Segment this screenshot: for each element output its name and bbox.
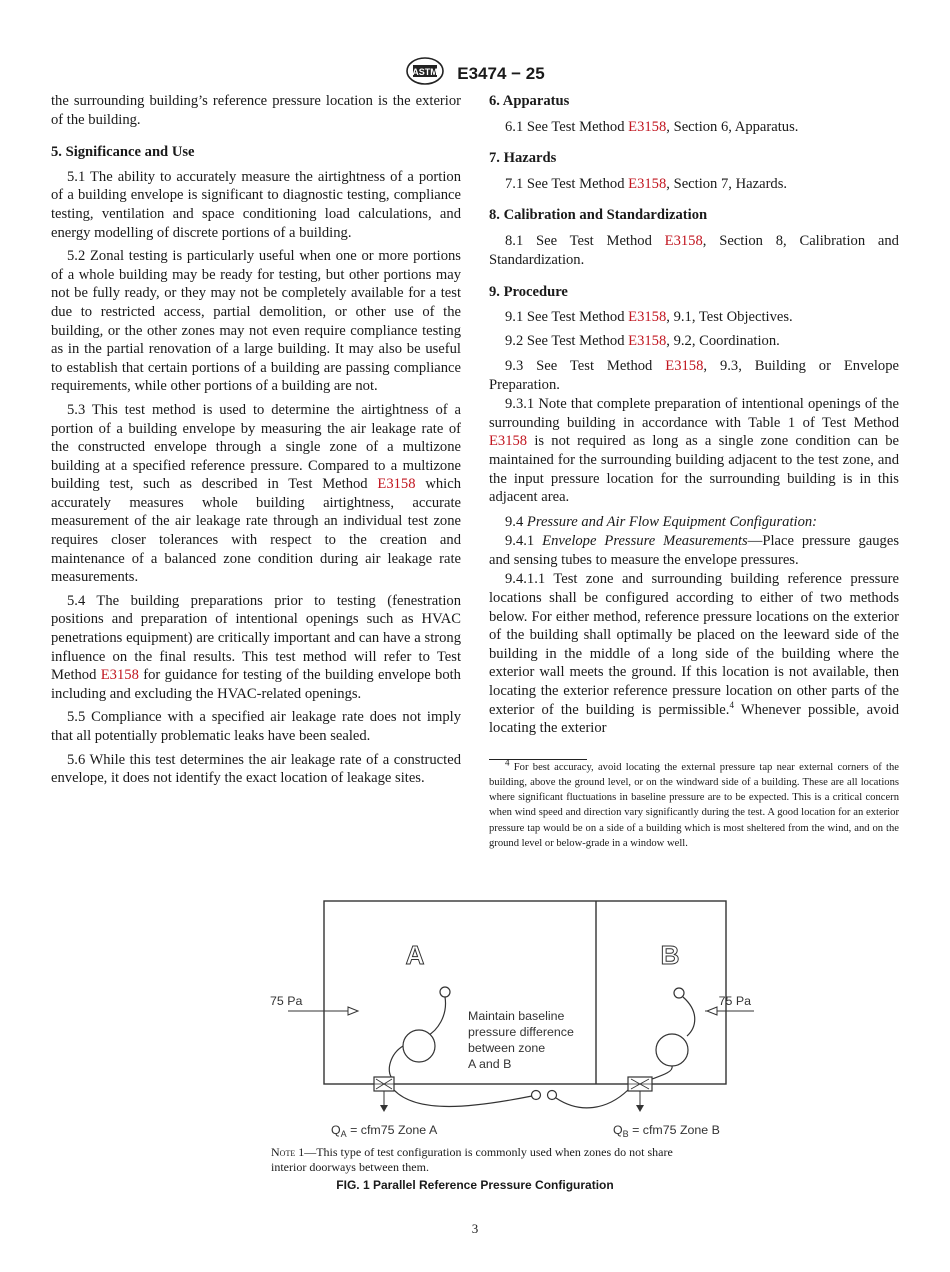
zone-b-tube <box>683 997 695 1036</box>
paragraph-9-4-1 <box>489 532 899 569</box>
paragraph-5-5: 5.5 Compliance with a specified air leakage rate does not imply that all potentially problematic leaks have been sealed. <box>51 709 461 744</box>
zone-a-gauge-tube <box>389 1046 403 1078</box>
left-column <box>51 92 461 788</box>
figure-note <box>271 1145 691 1175</box>
e3158-link[interactable]: E3158 <box>665 357 704 374</box>
p9-3-1-text-a: 9.3.1 Note that complete preparation of intentional openings of the surrounding building in accordance with Table 1 of Test Method <box>489 396 899 431</box>
section-9-heading: 9. Procedure <box>489 284 568 301</box>
paragraph-9-1 <box>489 308 899 327</box>
paragraph-9-2 <box>489 332 899 351</box>
footnote-ref[interactable]: 4 <box>729 699 734 710</box>
paragraph-9-4 <box>489 513 899 532</box>
p9-4-1-title: Envelope Pressure Measurements <box>542 533 748 550</box>
exterior-tube-b <box>556 1090 628 1108</box>
p9-3-text-b: , 9.3, Building or Envelope Preparation. <box>489 357 899 393</box>
zone-b-gauge <box>656 1034 688 1066</box>
note-text: —This type of test configuration is commonly used when zones do not share interior doorways between them. <box>271 1145 673 1174</box>
note-label: Note 1 <box>271 1145 305 1159</box>
p9-4-1-1-text-a: 9.4.1.1 Test zone and surrounding building reference pressure locations shall be configured according to either of two methods below. For either method, reference pressure locations on the exterior of the building shall optimally be placed on the leeward side of the building in the middle of a long side of the building where the exterior wall meets the ground. If this location is not available, then locating the exterior reference pressure location on other parts of the exterior of the building is permissible. <box>489 571 899 718</box>
footnote-4 <box>489 757 899 851</box>
exterior-tap-b <box>548 1091 557 1100</box>
zone-b-gauge-tube <box>652 1066 672 1079</box>
p9-1-text-a: 9.1 See Test Method <box>505 308 625 325</box>
p9-4-num: 9.4 <box>505 513 524 530</box>
page-header <box>0 56 950 91</box>
p9-4-1-num: 9.4.1 <box>505 533 535 550</box>
e3158-link[interactable]: E3158 <box>664 232 703 249</box>
zone-a-fan <box>374 1077 394 1112</box>
p8-1-text-a: 8.1 See Test Method <box>505 232 652 249</box>
paragraph-5-2: 5.2 Zonal testing is particularly useful when one or more portions of a whole building may be ready for testing, but other portions may not be fully ready, or they may not be completely available for a test due to restricted access, partial demolition, or other use of the building, or the other zones may not even require compliance testing as in the partial renovation of a large building. It may also be useful to establish that certain portions of a building are passing compliance requirements, while other portions of a building are not. <box>51 248 461 395</box>
paragraph-5-4 <box>51 592 461 704</box>
zone-a-tap <box>440 987 450 997</box>
paragraph-9-3-1 <box>489 395 899 507</box>
paragraph-9-3 <box>489 357 899 394</box>
zone-a-tube <box>427 997 446 1036</box>
zone-a-gauge <box>403 1030 435 1062</box>
p8-1-text-b: , Section 8, Calibration and Standardization. <box>489 232 899 268</box>
e3158-link[interactable]: E3158 <box>628 308 667 325</box>
zone-b-fan <box>628 1077 652 1112</box>
p9-3-1-text-b: is not required as long as a single zone condition can be maintained for the surrounding building adjacent to the test zone, and the input pressure location for the surrounding building is in this adjacent area. <box>489 433 899 506</box>
logo-text: ASTM <box>412 67 439 77</box>
p9-4-1-text: —Place pressure gauges and sensing tubes to measure the envelope pressures. <box>489 533 899 568</box>
maintain-line-4: A and B <box>468 1057 512 1071</box>
p9-2-text-a: 9.2 See Test Method <box>505 333 625 350</box>
e3158-link[interactable]: E3158 <box>100 667 139 684</box>
p7-1-text-a: 7.1 See Test Method <box>505 175 625 192</box>
arrow-head-right <box>707 1007 717 1015</box>
p9-1-text-b: , 9.1, Test Objectives. <box>666 308 793 325</box>
e3158-link[interactable]: E3158 <box>628 333 667 350</box>
standard-designation: E3474 − 25 <box>457 63 545 83</box>
zone-a-label: A <box>405 940 425 970</box>
paragraph-8-1 <box>489 232 899 269</box>
footnote-text: For best accuracy, avoid locating the external pressure tap near external corners of the building, above the ground level, or on the windward side of a building. These are all locations where significant fluctuations in baseline pressure are to be expected. This is a critical concern when wind speed and direction vary significantly during the test. A good location for an exterior pressure tap would be on a side of a building which is most sheltered from the wind, and on the ground level or below-grade in a window well. <box>489 761 899 849</box>
maintain-line-3: between zone <box>468 1041 546 1055</box>
paragraph-5-6: 5.6 While this test determines the air leakage rate of a constructed envelope, it does not identify the exact location of leakage sites. <box>51 751 461 787</box>
p9-2-text-b: , 9.2, Coordination. <box>666 333 780 350</box>
p9-3-text-a: 9.3 See Test Method <box>505 357 653 374</box>
p9-4-title: Pressure and Air Flow Equipment Configuration: <box>526 513 818 530</box>
paragraph-6-1 <box>489 118 899 137</box>
e3158-link[interactable]: E3158 <box>489 433 528 450</box>
paragraph-5-1: 5.1 The ability to accurately measure the airtightness of a portion of a building envelope is significant to diagnostic testing, compliance testing, ventilation and space conditioning load calculations, and energy modelling of discrete portions of a building. <box>51 168 461 241</box>
e3158-link[interactable]: E3158 <box>628 175 667 192</box>
paragraph-7-1 <box>489 175 899 194</box>
pressure-right-label: 75 Pa <box>718 994 751 1008</box>
p5-4-text-a: 5.4 The building preparations prior to testing (fenestration positions and preparation of intentional openings such as HVAC penetrations equipment) are critically important and can have a strong influence on the final results. This test method will refer to Test Method <box>51 592 461 684</box>
p5-4-text-b: for guidance for testing of the building envelope both including and excluding the HVAC-related openings. <box>51 667 461 702</box>
qb-label: $Q_B = cfm75$ Zone B <box>613 1123 720 1139</box>
e3158-link[interactable]: E3158 <box>377 476 416 493</box>
intro-continuation: the surrounding building’s reference pressure location is the exterior of the building. <box>51 93 461 128</box>
maintain-line-2: pressure difference <box>468 1025 574 1039</box>
qa-label: $Q_A = cfm75$ Zone A <box>331 1123 438 1139</box>
maintain-line-1: Maintain baseline <box>468 1009 565 1023</box>
exterior-tube-a <box>394 1090 532 1107</box>
right-column <box>489 92 899 851</box>
page-number: 3 <box>471 1221 479 1236</box>
p7-1-text-b: , Section 7, Hazards. <box>666 175 788 192</box>
section-8-heading: 8. Calibration and Standardization <box>489 207 708 224</box>
paragraph-5-3 <box>51 401 461 587</box>
section-7-heading: 7. Hazards <box>489 150 557 167</box>
astm-logo <box>405 56 445 91</box>
section-5-heading: 5. Significance and Use <box>51 144 195 161</box>
zone-b-label: B <box>660 940 680 970</box>
zone-b-tap <box>674 988 684 998</box>
p5-3-text-b: which accurately measures whole building airtightness, accurate measurement of the air leakage rate through an individual test zone requires closer tolerances with respect to the creation and maintenance of a balanced zone condition during air leakage rate measurements. <box>51 476 461 586</box>
pressure-left-label: 75 Pa <box>270 994 303 1008</box>
p6-1-text-a: 6.1 See Test Method <box>505 118 625 135</box>
arrow-head-left <box>348 1007 358 1015</box>
figure-caption: FIG. 1 Parallel Reference Pressure Configuration <box>336 1178 614 1192</box>
p9-4-1-1-text-b: Whenever possible, avoid locating the exterior <box>489 701 900 737</box>
figure-1 <box>262 896 762 1146</box>
e3158-link[interactable]: E3158 <box>628 118 667 135</box>
footnote-number: 4 <box>505 757 510 768</box>
p6-1-text-b: , Section 6, Apparatus. <box>666 118 799 135</box>
section-6-heading: 6. Apparatus <box>489 93 570 109</box>
exterior-tap-a <box>532 1091 541 1100</box>
p5-3-text-a: 5.3 This test method is used to determine the airtightness of a portion of a building envelope by measuring the air leakage rate of the constructed envelope through a single zone of a multizone building at a specified reference pressure. Compared to a multizone building test, such as described in Test Method <box>51 401 461 493</box>
paragraph-9-4-1-1 <box>489 570 899 737</box>
